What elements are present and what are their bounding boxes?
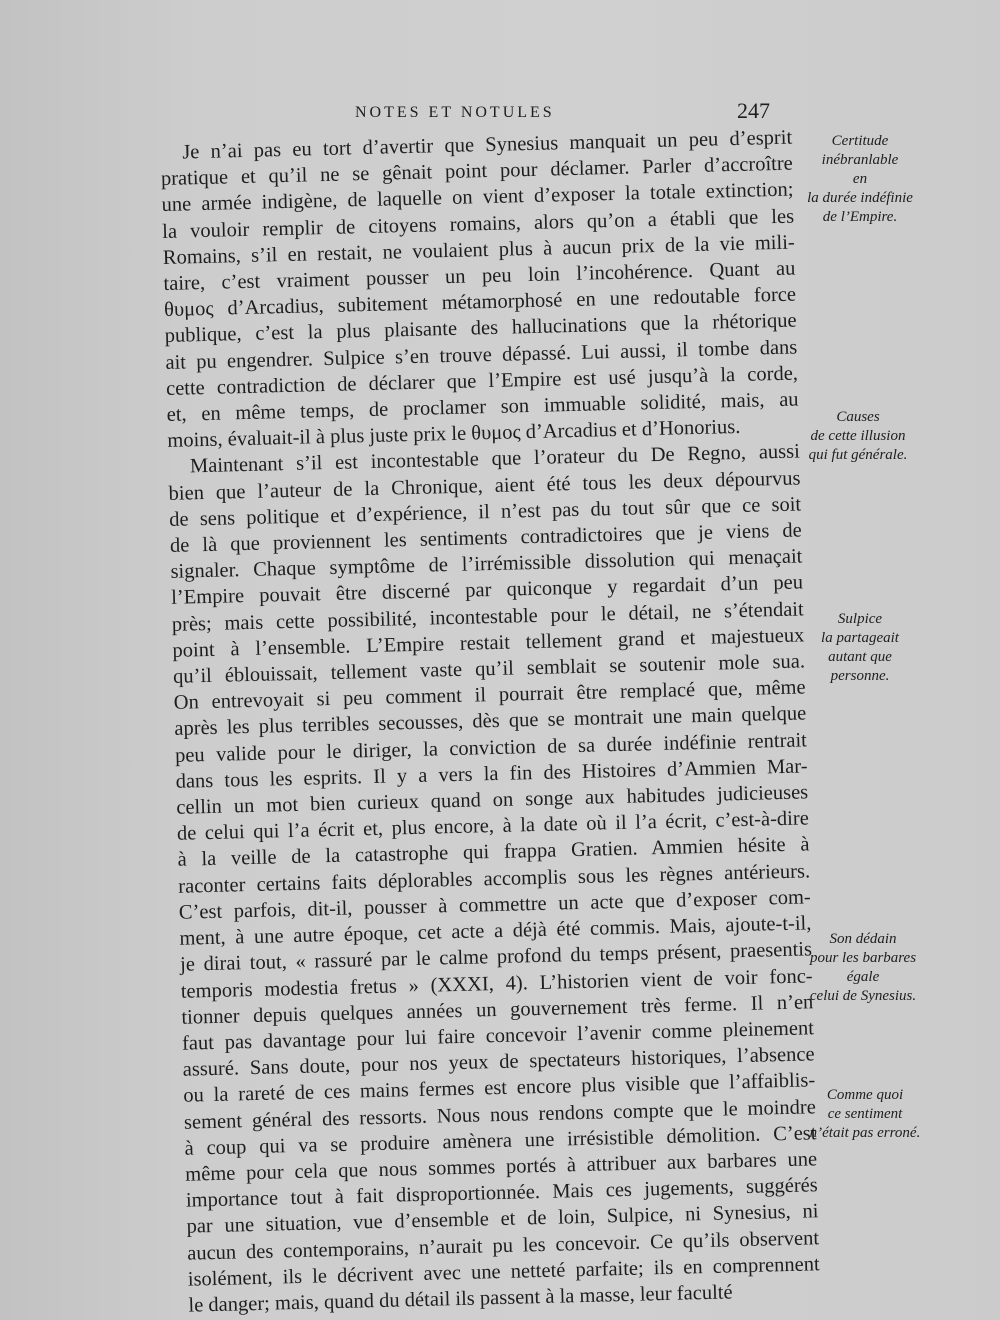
text-line: qu’il éblouissait, tellement vaste qu’il semblait se soutenir mole sua. <box>172 650 806 688</box>
text-line: temporis modestia fretus » (XXXI, 4). L’historien vient de voir fonc- <box>180 964 813 1003</box>
text-line: Je n’ai pas eu tort d’avertir que Synesius manquait un peu d’esprit <box>182 126 793 164</box>
text-line: faut pas davantage pour lui faire concevoir l’avenir comme pleinement <box>181 1017 815 1055</box>
text-line: je dirai tout, « rassuré par le calme profond du temps présent, praesentis <box>179 938 813 977</box>
text-line: même pour cela que nous sommes portés à attribuer aux barbares une <box>185 1148 818 1186</box>
text-line: de celui qui l’a écrit et, plus encore, à la date où il l’a écrit, c’est-à-dire <box>176 807 810 846</box>
text-line: θυμος d’Arcadius, subitement métamorphosé en une redoutable force <box>163 283 797 322</box>
text-line: isolément, ils le décrivent avec une netteté parfaite; ils en comprennent <box>187 1252 820 1291</box>
margin-note-comme-quoi: Comme quoi ce sentiment n’était pas erroné. <box>809 1087 921 1141</box>
page-number: 247 <box>737 98 770 123</box>
text-line: cellin un mot bien curieux quand on songe aux habitudes judicieuses <box>176 781 809 819</box>
text-line: publique, c’est la plus plaisante des hallucinations que la rhétorique <box>164 309 797 348</box>
text-line: taire, c’est vraiment pousser un peu loin l’incohérence. Quant au <box>163 257 796 295</box>
text-line: cette contradiction de déclarer que l’Empire est usé jusqu’à la corde, <box>165 362 799 400</box>
text-line: raconter certains faits déplorables accomplis sous les règnes antérieurs. <box>177 860 811 898</box>
text-line: ait pu engendrer. Sulpice s’en trouve dépassé. Lui aussi, il tombe dans <box>165 336 798 374</box>
text-line: ou la rareté de ces mains fermes est encore plus visible que l’affaiblis- <box>183 1069 816 1108</box>
margin-note-dedain: Son dédain pour les barbares égale celui de Synesius. <box>809 931 917 1004</box>
margin-note-causes: Causes de cette illusion qui fut générale. <box>808 409 908 463</box>
text-line: ment, à une autre époque, cet acte a déjà été commis. Mais, ajoute-t-il, <box>179 912 812 950</box>
text-line: le danger; mais, quand du détail ils passent à la masse, leur faculté <box>188 1281 733 1317</box>
margin-note-sulpice: Sulpice la partageait autant que personne. <box>821 611 899 684</box>
text-line: la vouloir remplir de citoyens romains, alors qu’on a établi que les <box>161 205 795 243</box>
text-line: aucun des contemporains, n’aurait pu les concevoir. Ce qu’ils observent <box>186 1226 820 1265</box>
text-line: après les plus terribles secousses, dès que se montrait une main quelque <box>174 702 807 741</box>
running-head: NOTES ET NOTULES <box>355 104 555 121</box>
text-line: et, en même temps, de proclamer son immuable solidité, mais, au <box>166 388 799 426</box>
body-text <box>160 125 821 1319</box>
text-line: de là que proviennent les sentiments contradictoires que je viens de <box>169 519 803 557</box>
text-line: près; mais cette possibilité, incontestable pour le détail, ne s’étendait <box>171 598 804 636</box>
text-line: pratique et qu’il ne se gênait point pour déclamer. Parler d’accroître <box>160 152 794 191</box>
text-line: l’Empire pouvait être discerné par quiconque y regardait d’un peu <box>170 571 804 610</box>
text-line: Maintenant s’il est incontestable que l’orateur du De Regno, aussi <box>189 440 801 478</box>
text-line: à coup qui va se produire amènera une irrésistible démolition. C’est <box>184 1121 817 1160</box>
text-line: une armée indigène, de laquelle on vient d’exposer la totale extinction; <box>161 178 794 217</box>
text-line: signaler. Chaque symptôme de l’irrémissible dissolution qui menaçait <box>170 545 803 584</box>
text-line: On entrevoyait si peu comment il pourrait être remplacé que, même <box>173 676 806 715</box>
text-line: à la veille de la catastrophe qui frappa Gratien. Ammien hésite à <box>177 833 810 872</box>
text-line: dans tous les esprits. Il y a vers la fin des Histoires d’Ammien Mar- <box>175 755 808 793</box>
text-line: sement général des ressorts. Nous nous rendons compte que le moindre <box>183 1095 817 1134</box>
text-line: C’est parfois, dit-il, pousser à commettre un acte que d’exposer com- <box>178 886 811 924</box>
text-line: Romains, s’il en restait, ne voulaient plus à aucun prix de la vie mili- <box>162 231 795 269</box>
text-line: point à l’ensemble. L’Empire restait tellement grand et majestueux <box>172 624 805 662</box>
text-line: bien que l’auteur de la Chronique, aient été tous les deux dépourvus <box>168 467 801 505</box>
margin-note-certitude: Certitude inébranlable en la durée indéfinie de l’Empire. <box>807 133 913 225</box>
text-line: par une situation, vue d’ensemble et de loin, Sulpice, ni Synesius, ni <box>186 1200 819 1239</box>
text-line: moins, évaluait-il à plus juste prix le θυμος d’Arcadius et d’Honorius. <box>167 416 741 453</box>
text-line: tionner depuis quelques années un gouvernement très ferme. Il n’en <box>181 991 814 1029</box>
text-line: assuré. Sans doute, pour nos yeux de spectateurs historiques, l’absence <box>182 1043 815 1081</box>
text-line: de sens politique et d’expérience, il n’est pas du tout sûr que ce soit <box>169 493 802 531</box>
text-line: importance tout à fait disproportionnée. Mais ces jugements, suggérés <box>185 1174 819 1212</box>
text-line: peu valide pour le diriger, la conviction de sa durée indéfinie rentrait <box>174 729 808 767</box>
